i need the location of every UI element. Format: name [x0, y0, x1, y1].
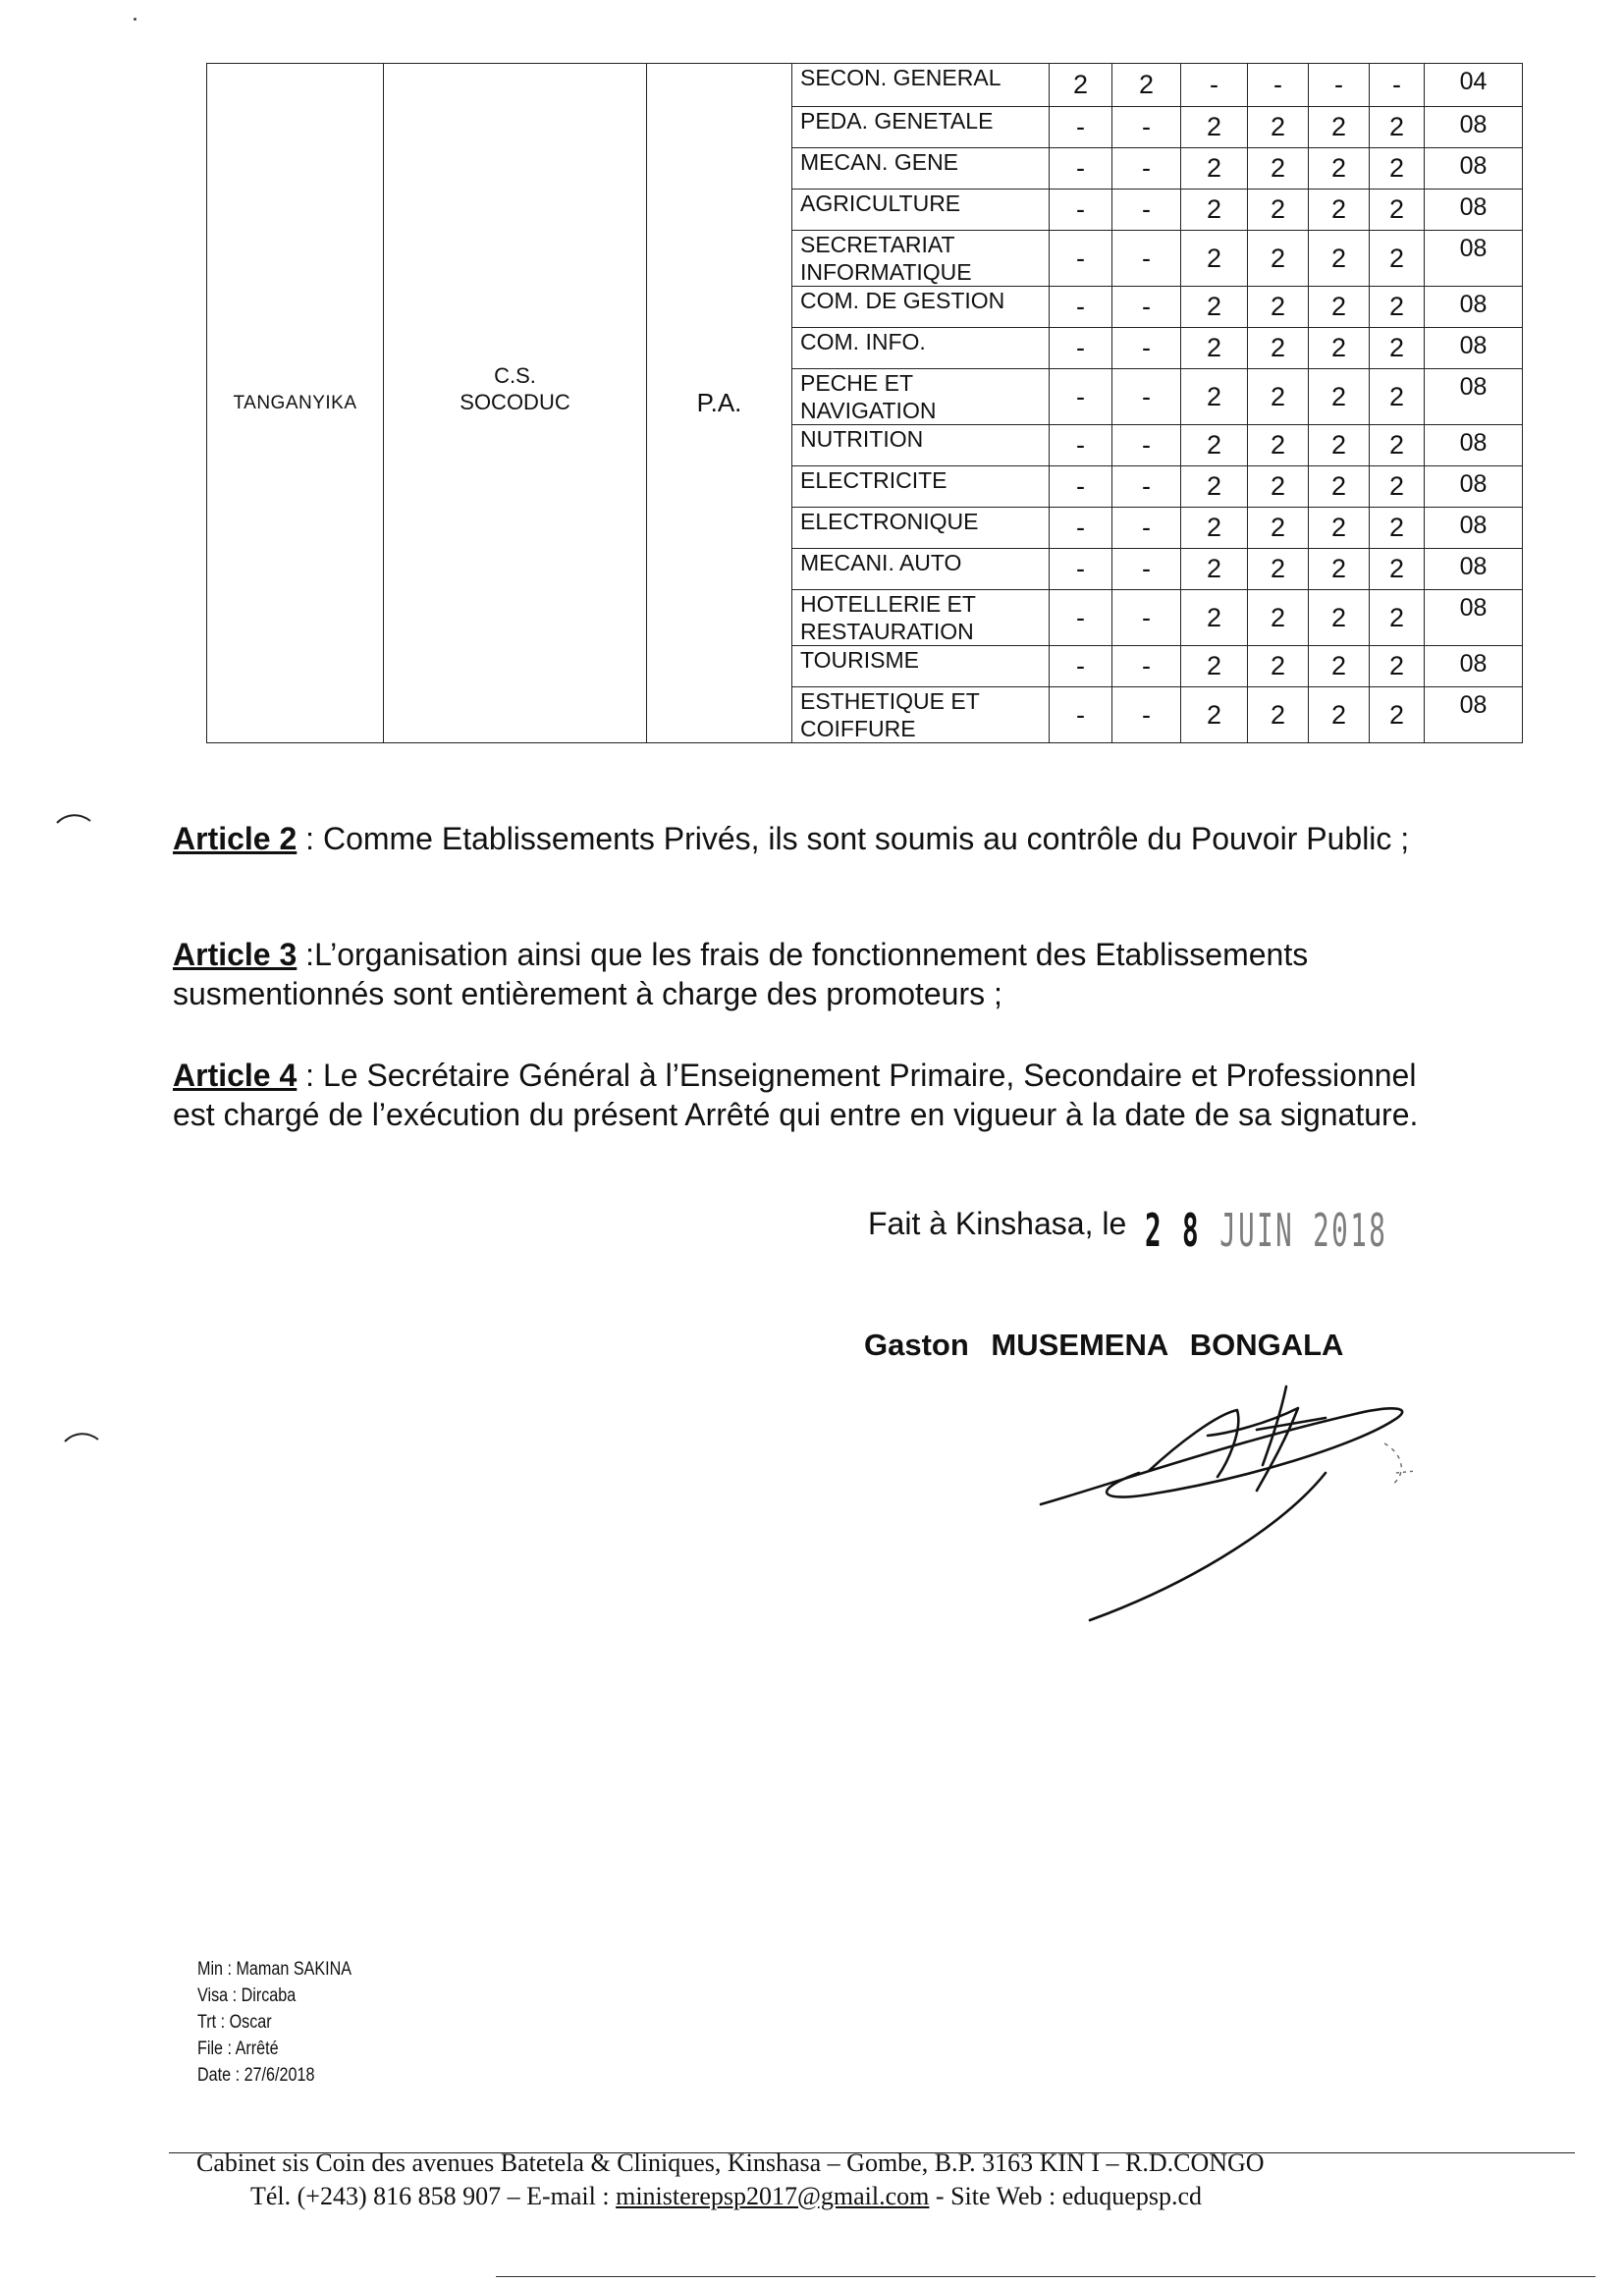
class-count-cell: -: [1112, 287, 1181, 328]
footer-phone: Tél. (+243) 816 858 907 – E-mail :: [250, 2182, 617, 2210]
class-count-cell: -: [1112, 190, 1181, 231]
option-cell: HOTELLERIE ET RESTAURATION: [792, 590, 1050, 646]
article-2-text: : Comme Etablissements Privés, ils sont soumis au contrôle du Pouvoir Public ;: [297, 821, 1410, 856]
total-cell: 04: [1425, 64, 1523, 107]
option-cell: AGRICULTURE: [792, 190, 1050, 231]
option-cell: SECRETARIAT INFORMATIQUE: [792, 231, 1050, 287]
option-cell: PECHE ET NAVIGATION: [792, 369, 1050, 425]
option-cell: SECON. GENERAL: [792, 64, 1050, 107]
class-count-cell: -: [1112, 466, 1181, 508]
class-count-cell: -: [1050, 328, 1112, 369]
class-count-cell: 2: [1181, 466, 1248, 508]
class-count-cell: 2: [1370, 425, 1425, 466]
class-count-cell: -: [1112, 328, 1181, 369]
class-count-cell: 2: [1370, 369, 1425, 425]
class-count-cell: 2: [1370, 590, 1425, 646]
regime-cell: P.A.: [647, 64, 792, 743]
handwritten-signature: [1031, 1375, 1473, 1630]
class-count-cell: 2: [1248, 646, 1309, 687]
option-cell: ELECTRICITE: [792, 466, 1050, 508]
class-count-cell: 2: [1248, 590, 1309, 646]
total-cell: 08: [1425, 590, 1523, 646]
footer-website: - Site Web : eduquepsp.cd: [929, 2182, 1203, 2210]
article-4-text: : Le Secrétaire Général à l’Enseignement Primaire, Secondaire et Professionnel est chargé de l’exécution du présent Arrêté qui entre en vigueur à la date de sa signature.: [173, 1058, 1419, 1132]
class-count-cell: 2: [1248, 508, 1309, 549]
class-count-cell: -: [1050, 107, 1112, 148]
reference-line: Date : 27/6/2018: [197, 2065, 315, 2086]
class-count-cell: 2: [1309, 687, 1370, 743]
signer-last-name: MUSEMENA BONGALA: [991, 1328, 1344, 1362]
class-count-cell: 2: [1309, 107, 1370, 148]
class-count-cell: 2: [1248, 148, 1309, 190]
class-count-cell: -: [1050, 425, 1112, 466]
class-count-cell: -: [1050, 148, 1112, 190]
class-count-cell: 2: [1370, 508, 1425, 549]
reference-block: [197, 1956, 352, 2089]
class-count-cell: 2: [1181, 549, 1248, 590]
total-cell: 08: [1425, 549, 1523, 590]
total-cell: 08: [1425, 687, 1523, 743]
class-count-cell: -: [1050, 549, 1112, 590]
class-count-cell: 2: [1370, 466, 1425, 508]
class-count-cell: -: [1309, 64, 1370, 107]
reference-line: Trt : Oscar: [197, 2012, 272, 2033]
school-name: SOCODUC: [460, 389, 570, 414]
class-count-cell: 2: [1248, 425, 1309, 466]
total-cell: 08: [1425, 425, 1523, 466]
class-count-cell: 2: [1309, 287, 1370, 328]
class-count-cell: -: [1050, 231, 1112, 287]
footer: [196, 2147, 1473, 2213]
class-count-cell: 2: [1248, 369, 1309, 425]
class-count-cell: 2: [1309, 425, 1370, 466]
class-count-cell: 2: [1181, 590, 1248, 646]
class-count-cell: -: [1112, 369, 1181, 425]
class-count-cell: 2: [1050, 64, 1112, 107]
class-count-cell: 2: [1181, 369, 1248, 425]
class-count-cell: -: [1112, 148, 1181, 190]
signer-name: [864, 1328, 1343, 1363]
reference-line: File : Arrêté: [197, 2038, 279, 2059]
class-count-cell: 2: [1181, 508, 1248, 549]
page-bottom-line: [496, 2276, 1596, 2277]
total-cell: 08: [1425, 508, 1523, 549]
class-count-cell: -: [1112, 549, 1181, 590]
class-count-cell: -: [1181, 64, 1248, 107]
class-count-cell: 2: [1309, 646, 1370, 687]
class-count-cell: 2: [1248, 107, 1309, 148]
article-3-text: :L’organisation ainsi que les frais de fonctionnement des Etablissements susmentionnés sont entièrement à charge des promoteurs ;: [173, 937, 1309, 1011]
date-stamp: [1145, 1204, 1387, 1257]
article-4-label: Article 4: [173, 1058, 298, 1093]
option-cell: PEDA. GENETALE: [792, 107, 1050, 148]
class-count-cell: 2: [1309, 549, 1370, 590]
province-cell: TANGANYIKA: [207, 64, 384, 743]
option-cell: MECANI. AUTO: [792, 549, 1050, 590]
class-count-cell: -: [1050, 646, 1112, 687]
class-count-cell: 2: [1181, 190, 1248, 231]
schools-options-table: [206, 63, 1523, 743]
class-count-cell: 2: [1370, 107, 1425, 148]
class-count-cell: 2: [1248, 466, 1309, 508]
class-count-cell: 2: [1248, 287, 1309, 328]
reference-line: Visa : Dircaba: [197, 1985, 297, 2006]
class-count-cell: -: [1050, 590, 1112, 646]
total-cell: 08: [1425, 646, 1523, 687]
option-cell: ELECTRONIQUE: [792, 508, 1050, 549]
class-count-cell: 2: [1370, 646, 1425, 687]
class-count-cell: 2: [1248, 687, 1309, 743]
table-row: [207, 64, 1523, 107]
class-count-cell: -: [1112, 231, 1181, 287]
class-count-cell: 2: [1309, 231, 1370, 287]
class-count-cell: 2: [1370, 328, 1425, 369]
class-count-cell: -: [1248, 64, 1309, 107]
total-cell: 08: [1425, 190, 1523, 231]
class-count-cell: 2: [1370, 148, 1425, 190]
place-date-label: Fait à Kinshasa, le: [868, 1206, 1127, 1241]
class-count-cell: 2: [1370, 190, 1425, 231]
option-cell: ESTHETIQUE ET COIFFURE: [792, 687, 1050, 743]
class-count-cell: -: [1112, 425, 1181, 466]
footer-email-link[interactable]: ministerepsp2017@gmail.com: [616, 2182, 930, 2210]
school-abbrev: C.S.: [494, 362, 536, 388]
total-cell: 08: [1425, 369, 1523, 425]
class-count-cell: -: [1370, 64, 1425, 107]
date-stamp-day: 2 8: [1145, 1204, 1202, 1257]
signer-first-name: Gaston: [864, 1328, 969, 1362]
class-count-cell: 2: [1248, 190, 1309, 231]
scan-speck: [134, 18, 136, 21]
class-count-cell: -: [1050, 687, 1112, 743]
class-count-cell: 2: [1181, 328, 1248, 369]
class-count-cell: 2: [1309, 148, 1370, 190]
article-3-label: Article 3: [173, 937, 298, 972]
class-count-cell: 2: [1181, 425, 1248, 466]
class-count-cell: 2: [1181, 231, 1248, 287]
option-cell: MECAN. GENE: [792, 148, 1050, 190]
class-count-cell: 2: [1181, 287, 1248, 328]
class-count-cell: 2: [1370, 549, 1425, 590]
total-cell: 08: [1425, 466, 1523, 508]
class-count-cell: 2: [1309, 190, 1370, 231]
total-cell: 08: [1425, 287, 1523, 328]
option-cell: TOURISME: [792, 646, 1050, 687]
class-count-cell: 2: [1248, 231, 1309, 287]
article-4: [173, 1056, 1430, 1134]
option-cell: NUTRITION: [792, 425, 1050, 466]
class-count-cell: -: [1050, 466, 1112, 508]
class-count-cell: 2: [1370, 687, 1425, 743]
reference-line: Min : Maman SAKINA: [197, 1959, 352, 1980]
class-count-cell: 2: [1309, 508, 1370, 549]
class-count-cell: -: [1050, 287, 1112, 328]
class-count-cell: -: [1112, 687, 1181, 743]
school-cell: [384, 64, 647, 743]
class-count-cell: -: [1050, 508, 1112, 549]
class-count-cell: 2: [1309, 590, 1370, 646]
class-count-cell: 2: [1181, 107, 1248, 148]
class-count-cell: 2: [1248, 328, 1309, 369]
footer-contact: [196, 2180, 1473, 2213]
total-cell: 08: [1425, 231, 1523, 287]
margin-mark-lower: [63, 1430, 102, 1445]
margin-mark-upper: [55, 811, 94, 827]
class-count-cell: 2: [1309, 466, 1370, 508]
date-stamp-month-year: JUIN 2018: [1219, 1204, 1388, 1257]
class-count-cell: 2: [1309, 369, 1370, 425]
class-count-cell: 2: [1370, 287, 1425, 328]
option-cell: COM. INFO.: [792, 328, 1050, 369]
class-count-cell: -: [1112, 508, 1181, 549]
class-count-cell: 2: [1181, 646, 1248, 687]
class-count-cell: -: [1050, 369, 1112, 425]
total-cell: 08: [1425, 148, 1523, 190]
option-cell: COM. DE GESTION: [792, 287, 1050, 328]
footer-address: Cabinet sis Coin des avenues Batetela & Cliniques, Kinshasa – Gombe, B.P. 3163 KIN I – R.D.CONGO: [196, 2148, 1265, 2177]
class-count-cell: -: [1112, 646, 1181, 687]
article-2-label: Article 2: [173, 821, 298, 856]
total-cell: 08: [1425, 328, 1523, 369]
class-count-cell: 2: [1309, 328, 1370, 369]
article-3: [173, 935, 1430, 1013]
class-count-cell: -: [1050, 190, 1112, 231]
class-count-cell: -: [1112, 107, 1181, 148]
class-count-cell: 2: [1370, 231, 1425, 287]
class-count-cell: 2: [1112, 64, 1181, 107]
total-cell: 08: [1425, 107, 1523, 148]
class-count-cell: 2: [1248, 549, 1309, 590]
article-2: [173, 819, 1430, 858]
class-count-cell: -: [1112, 590, 1181, 646]
class-count-cell: 2: [1181, 148, 1248, 190]
class-count-cell: 2: [1181, 687, 1248, 743]
